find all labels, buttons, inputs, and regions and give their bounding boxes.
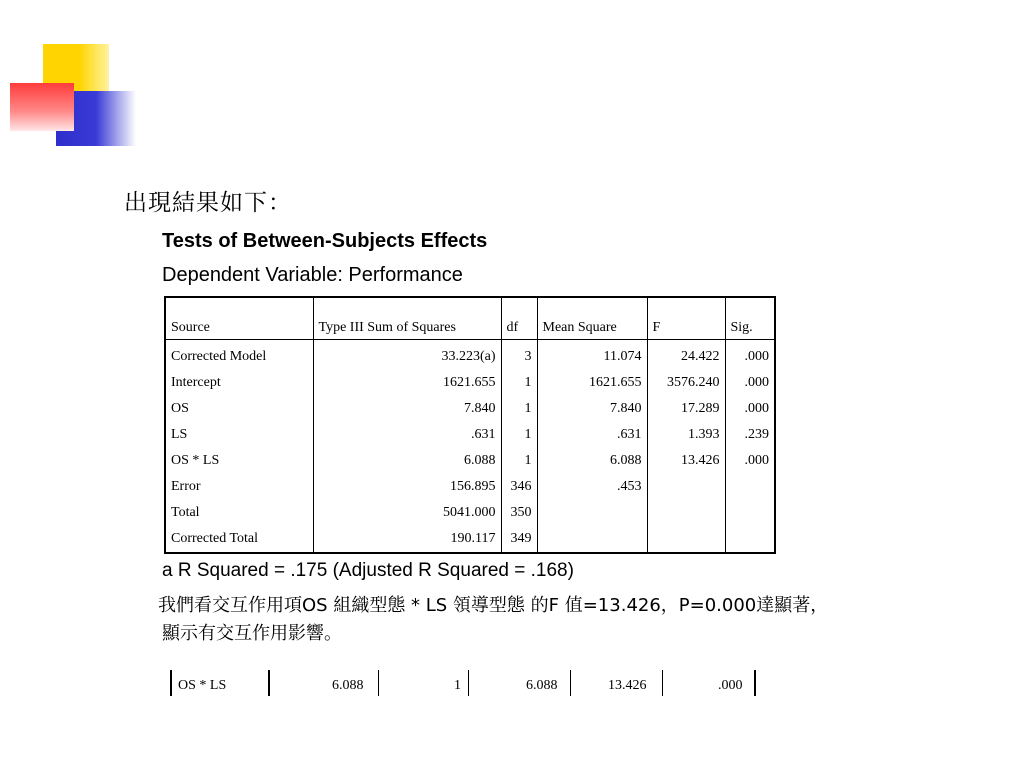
- df-cell: 1: [501, 370, 537, 396]
- source-cell: OS: [165, 396, 313, 422]
- ss-cell: 7.840: [313, 396, 501, 422]
- ss-cell: 156.895: [313, 474, 501, 500]
- sig-cell: .000: [725, 396, 775, 422]
- column-header: F: [647, 297, 725, 340]
- df-cell: 346: [501, 474, 537, 500]
- ms-cell: .631: [537, 422, 647, 448]
- source-cell: Error: [165, 474, 313, 500]
- sig-cell: .239: [725, 422, 775, 448]
- f-cell: 13.426: [647, 448, 725, 474]
- ms-cell: 6.088: [537, 448, 647, 474]
- table-header-row: [165, 297, 775, 340]
- slide-heading: 出現結果如下：: [124, 190, 292, 216]
- table-row: [165, 396, 775, 422]
- ms-cell: [537, 500, 647, 526]
- column-header: Source: [165, 297, 313, 340]
- df-cell: 3: [501, 340, 537, 371]
- f-cell: [647, 526, 725, 553]
- ss-cell: 5041.000: [313, 500, 501, 526]
- ms-cell: 1621.655: [537, 370, 647, 396]
- row-divider: [754, 670, 756, 696]
- column-header: Sig.: [725, 297, 775, 340]
- conclusion-text: [158, 592, 988, 648]
- f-cell: 24.422: [647, 340, 725, 371]
- source-cell: OS * LS: [165, 448, 313, 474]
- table-row: [165, 340, 775, 371]
- source-cell: LS: [165, 422, 313, 448]
- column-header: Type III Sum of Squares: [313, 297, 501, 340]
- sig-cell: [725, 474, 775, 500]
- ss-cell: 33.223(a): [313, 340, 501, 371]
- sig-cell: .000: [725, 448, 775, 474]
- table-row: [165, 448, 775, 474]
- highlight-source: OS * LS: [178, 678, 227, 693]
- sig-cell: [725, 500, 775, 526]
- column-header: Mean Square: [537, 297, 647, 340]
- ms-cell: [537, 526, 647, 553]
- highlight-ss: 6.088: [332, 678, 364, 693]
- sig-cell: [725, 526, 775, 553]
- source-cell: Corrected Total: [165, 526, 313, 553]
- source-cell: Intercept: [165, 370, 313, 396]
- table-footnote: a R Squared = .175 (Adjusted R Squared = .168): [162, 560, 574, 581]
- df-cell: 1: [501, 396, 537, 422]
- ms-cell: 11.074: [537, 340, 647, 371]
- ss-cell: 1621.655: [313, 370, 501, 396]
- f-cell: 1.393: [647, 422, 725, 448]
- highlight-f: 13.426: [608, 678, 647, 693]
- df-cell: 1: [501, 422, 537, 448]
- row-divider: [662, 670, 663, 696]
- source-cell: Total: [165, 500, 313, 526]
- source-cell: Corrected Model: [165, 340, 313, 371]
- df-cell: 350: [501, 500, 537, 526]
- table-row: [165, 526, 775, 553]
- table-row: [165, 474, 775, 500]
- sig-cell: .000: [725, 340, 775, 371]
- f-cell: 3576.240: [647, 370, 725, 396]
- anova-table: [164, 296, 776, 554]
- column-header: df: [501, 297, 537, 340]
- ms-cell: 7.840: [537, 396, 647, 422]
- dependent-variable-label: Dependent Variable: Performance: [162, 264, 463, 286]
- ss-cell: .631: [313, 422, 501, 448]
- df-cell: 1: [501, 448, 537, 474]
- f-cell: [647, 474, 725, 500]
- row-divider: [170, 670, 172, 696]
- conclusion-line-2: 顯示有交互作用影響。: [162, 623, 342, 644]
- table-row: [165, 370, 775, 396]
- table-row: [165, 500, 775, 526]
- table-title: Tests of Between-Subjects Effects: [162, 230, 488, 252]
- sig-cell: .000: [725, 370, 775, 396]
- row-divider: [570, 670, 571, 696]
- df-cell: 349: [501, 526, 537, 553]
- row-divider: [268, 670, 270, 696]
- decorative-red-square: [10, 83, 74, 131]
- row-divider: [378, 670, 379, 696]
- highlight-ms: 6.088: [526, 678, 558, 693]
- highlight-sig: .000: [718, 678, 743, 693]
- f-cell: [647, 500, 725, 526]
- conclusion-line-1: 我們看交互作用項OS 組織型態 * LS 領導型態 的F 值=13.426，P=0.000達顯著，: [158, 595, 829, 616]
- table-row: [165, 422, 775, 448]
- ss-cell: 6.088: [313, 448, 501, 474]
- highlight-df: 1: [454, 678, 461, 693]
- f-cell: 17.289: [647, 396, 725, 422]
- row-divider: [468, 670, 469, 696]
- ss-cell: 190.117: [313, 526, 501, 553]
- ms-cell: .453: [537, 474, 647, 500]
